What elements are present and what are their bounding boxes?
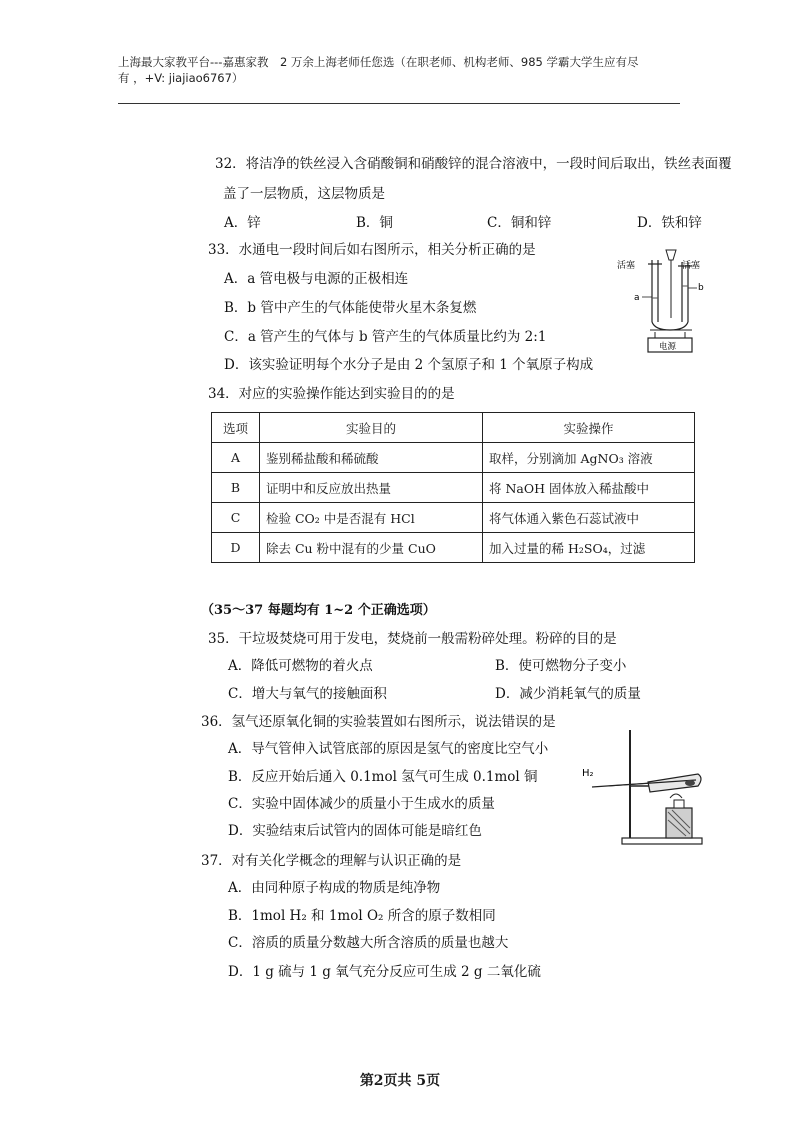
q34-stem: 34．对应的实验操作能达到实验目的的是	[208, 386, 455, 402]
q33-stem: 33．水通电一段时间后如右图所示，相关分析正确的是	[208, 242, 536, 258]
electrolysis-apparatus-figure	[612, 248, 708, 356]
q35-option-a: A．降低可燃物的着火点	[228, 658, 373, 674]
q33-option-c: C．a 管产生的气体与 b 管产生的气体质量比约为 2:1	[224, 329, 547, 345]
table-cell: D	[212, 533, 260, 563]
q32-option-b: B．铜	[356, 215, 393, 231]
q35-option-c: C．增大与氧气的接触面积	[228, 686, 387, 702]
hydrogen-reduction-apparatus-figure	[578, 728, 708, 848]
left-stopper-label: 活塞	[617, 261, 636, 271]
q33-option-d: D．该实验证明每个水分子是由 2 个氢原子和 1 个氧原子构成	[224, 357, 594, 373]
q37-stem: 37．对有关化学概念的理解与认识正确的是	[201, 853, 462, 869]
q32-stem-line2: 盖了一层物质，这层物质是	[223, 186, 385, 202]
tube-b-label: b	[698, 283, 704, 293]
col-header-operation: 实验操作	[483, 413, 695, 443]
table-cell: 检验 CO₂ 中是否混有 HCl	[260, 503, 483, 533]
table-cell: 将气体通入紫色石蕊试液中	[483, 503, 695, 533]
q32-option-c: C．铜和锌	[487, 215, 552, 231]
right-stopper-label: 活塞	[682, 261, 701, 271]
experiment-table	[211, 412, 695, 563]
col-header-option: 选项	[212, 413, 260, 443]
q36-option-c: C．实验中固体减少的质量小于生成水的质量	[228, 796, 495, 812]
q32-stem-line1: 32．将洁净的铁丝浸入含硝酸铜和硝酸锌的混合溶液中，一段时间后取出，铁丝表面覆	[215, 156, 732, 172]
section-note: （35～37 每题均有 1~2 个正确选项）	[201, 603, 436, 618]
table-cell: 除去 Cu 粉中混有的少量 CuO	[260, 533, 483, 563]
header-line-2: 有 ，+V: jiajiao6767）	[118, 71, 244, 85]
col-header-purpose: 实验目的	[260, 413, 483, 443]
q36-option-d: D．实验结束后试管内的固体可能是暗红色	[228, 823, 482, 839]
table-cell: 取样，分别滴加 AgNO₃ 溶液	[483, 443, 695, 473]
q32-option-d: D．铁和锌	[637, 215, 702, 231]
table-cell: C	[212, 503, 260, 533]
table-cell: 鉴别稀盐酸和稀硫酸	[260, 443, 483, 473]
table-cell: 加入过量的稀 H₂SO₄，过滤	[483, 533, 695, 563]
table-row	[212, 533, 695, 563]
table-cell: A	[212, 443, 260, 473]
q35-stem: 35．干垃圾焚烧可用于发电，焚烧前一般需粉碎处理。粉碎的目的是	[208, 631, 617, 647]
q37-option-b: B．1mol H₂ 和 1mol O₂ 所含的原子数相同	[228, 908, 496, 924]
table-cell: 证明中和反应放出热量	[260, 473, 483, 503]
q33-option-a: A．a 管电极与电源的正极相连	[224, 271, 409, 287]
table-row	[212, 473, 695, 503]
q37-option-a: A．由同种原子构成的物质是纯净物	[228, 880, 441, 896]
page-footer: 第2页共 5页	[359, 1073, 441, 1089]
table-cell: B	[212, 473, 260, 503]
header-line-1: 上海最大家教平台---嘉惠家教 2 万余上海老师任您选（在职老师、机构老师、985 学霸大学生应有尽	[118, 55, 639, 69]
page-header	[118, 54, 688, 86]
q36-option-b: B．反应开始后通入 0.1mol 氢气可生成 0.1mol 铜	[228, 769, 538, 785]
q32-option-a: A．锌	[224, 215, 261, 231]
q37-option-c: C．溶质的质量分数越大所含溶质的质量也越大	[228, 935, 509, 951]
q37-option-d: D．1 g 硫与 1 g 氧气充分反应可生成 2 g 二氧化硫	[228, 964, 541, 980]
table-row	[212, 443, 695, 473]
q33-option-b: B．b 管中产生的气体能使带火星木条复燃	[224, 300, 477, 316]
table-header-row	[212, 413, 695, 443]
tube-a-label: a	[634, 293, 640, 303]
table-row	[212, 503, 695, 533]
header-divider	[118, 103, 680, 104]
q35-option-d: D．减少消耗氧气的质量	[495, 686, 641, 702]
q35-option-b: B．使可燃物分子变小	[495, 658, 627, 674]
table-cell: 将 NaOH 固体放入稀盐酸中	[483, 473, 695, 503]
q36-option-a: A．导气管伸入试管底部的原因是氢气的密度比空气小	[228, 741, 549, 757]
h2-label: H₂	[582, 768, 594, 779]
power-label: 电源	[659, 342, 677, 352]
q36-stem: 36．氢气还原氧化铜的实验装置如右图所示，说法错误的是	[201, 714, 556, 730]
